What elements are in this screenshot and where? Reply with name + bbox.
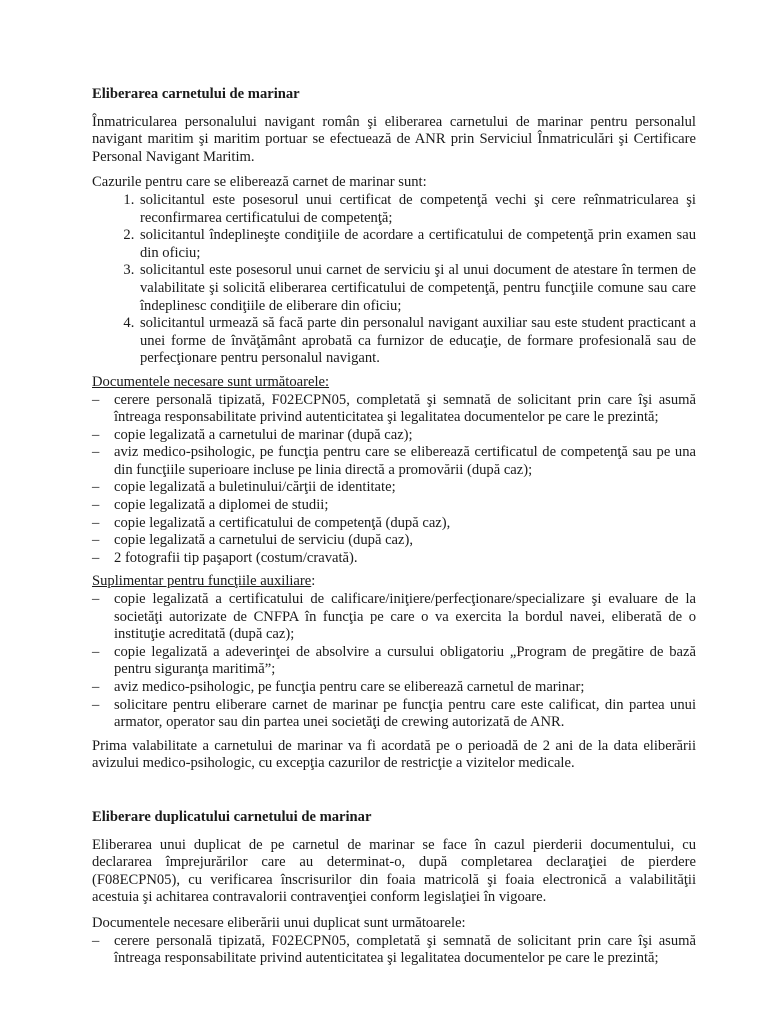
documents-heading: Documentele necesare sunt următoarele:	[92, 373, 330, 390]
auxiliary-item: – aviz medico-psihologic, pe funcţia pentru care se eliberează carnetul de marinar;	[92, 679, 696, 697]
section-title-duplicate: Eliberare duplicatului carnetului de marinar	[92, 808, 372, 825]
cases-heading: Cazurile pentru care se eliberează carnet de marinar sunt:	[92, 174, 427, 191]
documents-list	[92, 392, 696, 568]
auxiliary-heading-colon: :	[311, 573, 316, 590]
cases-list	[92, 192, 696, 368]
auxiliary-list	[92, 591, 696, 732]
auxiliary-heading-text: Suplimentar pentru funcţiile auxiliare	[92, 573, 312, 590]
validity-paragraph: Prima valabilitate a carnetului de marinar va fi acordată pe o perioadă de 2 ani de la data eliberării avizului medico-psihologic, cu excepţia cazurilor de restricţie a vizitelor medicale.	[92, 737, 696, 772]
section-spacer	[92, 781, 696, 809]
case-item: 1. solicitantul este posesorul unui certificat de competenţă vechi şi cere reînmatricularea şi reconfirmarea certificatului de competenţă;	[138, 192, 696, 227]
duplicate-intro-paragraph: Eliberarea unui duplicat de pe carnetul de marinar se face în cazul pierderii documentului, cu declararea împrejurărilor care au determinat-o, după completarea declaraţiei de pierdere (F08ECPN05), cu verificarea înscrisurilor din foaia matricolă şi foaia electronică a valabilităţii acestuia şi achitarea contravalorii contravenţiei conform legislaţiei în vigoare.	[92, 836, 696, 906]
case-item: 2. solicitantul îndeplineşte condiţiile de acordare a certificatului de competenţă prin examen sau din oficiu;	[138, 227, 696, 262]
document-item: – copie legalizată a certificatului de competenţă (după caz),	[92, 515, 696, 533]
auxiliary-item: – copie legalizată a certificatului de calificare/iniţiere/perfecţionare/specializare şi evaluare de la societăţi autorizate de CNFPA în funcţia pe care o va exercita la bordul navei, eliberată de o instituţie acreditată (după caz);	[92, 591, 696, 644]
document-item: – copie legalizată a buletinului/cărţii de identitate;	[92, 479, 696, 497]
document-item: – 2 fotografii tip paşaport (costum/cravată).	[92, 550, 696, 568]
document-item: – copie legalizată a diplomei de studii;	[92, 497, 696, 515]
duplicate-documents-list	[92, 933, 696, 968]
document-item: – cerere personală tipizată, F02ECPN05, completată şi semnată de solicitant prin care îşi asumă întreaga responsabilitate privind autenticitatea şi legalitatea documentelor pe care le prezintă;	[92, 392, 696, 427]
document-item: – copie legalizată a carnetului de serviciu (după caz),	[92, 532, 696, 550]
duplicate-documents-heading: Documentele necesare eliberării unui duplicat sunt următoarele:	[92, 914, 466, 931]
duplicate-document-item: – cerere personală tipizată, F02ECPN05, completată şi semnată de solicitant prin care îşi asumă întreaga responsabilitate privind autenticitatea şi legalitatea documentelor pe care le prezintă;	[92, 933, 696, 968]
auxiliary-item: – solicitare pentru eliberare carnet de marinar pe funcţia pentru care este calificat, din partea unui armator, operator sau din partea unei societăţi de crewing autorizată de ANR.	[92, 697, 696, 732]
document-item: – aviz medico-psihologic, pe funcţia pentru care se eliberează certificatul de competenţă sau pe una din funcţiile superioare incluse pe linia directă a promovării (după caz);	[92, 444, 696, 479]
auxiliary-heading	[92, 573, 696, 591]
document-item: – copie legalizată a carnetului de marinar (după caz);	[92, 427, 696, 445]
auxiliary-item: – copie legalizată a adeverinţei de absolvire a cursului obligatoriu „Program de pregătire de bază pentru siguranţa maritimă”;	[92, 644, 696, 679]
document-content	[92, 86, 696, 974]
intro-paragraph: Înmatricularea personalului navigant român şi eliberarea carnetului de marinar pentru personalul navigant maritim şi maritim portuar se efectuează de ANR prin Serviciul Înmatriculări şi Certificare Personal Navigant Maritim.	[92, 113, 696, 165]
section-title-carnet: Eliberarea carnetului de marinar	[92, 86, 300, 102]
case-item: 3. solicitantul este posesorul unui carnet de serviciu şi al unui document de atestare în termen de valabilitate şi solicită eliberarea certificatului de competenţă, pentru funcţiile comune sau care îndeplinesc condiţiile de eliberare din oficiu;	[138, 262, 696, 315]
case-item: 4. solicitantul urmează să facă parte din personalul navigant auxiliar sau este student practicant a unei forme de învăţământ aprobată ca furnizor de educaţie, de formare profesională sau de perfecţionare pentru personalul navigant.	[138, 315, 696, 368]
